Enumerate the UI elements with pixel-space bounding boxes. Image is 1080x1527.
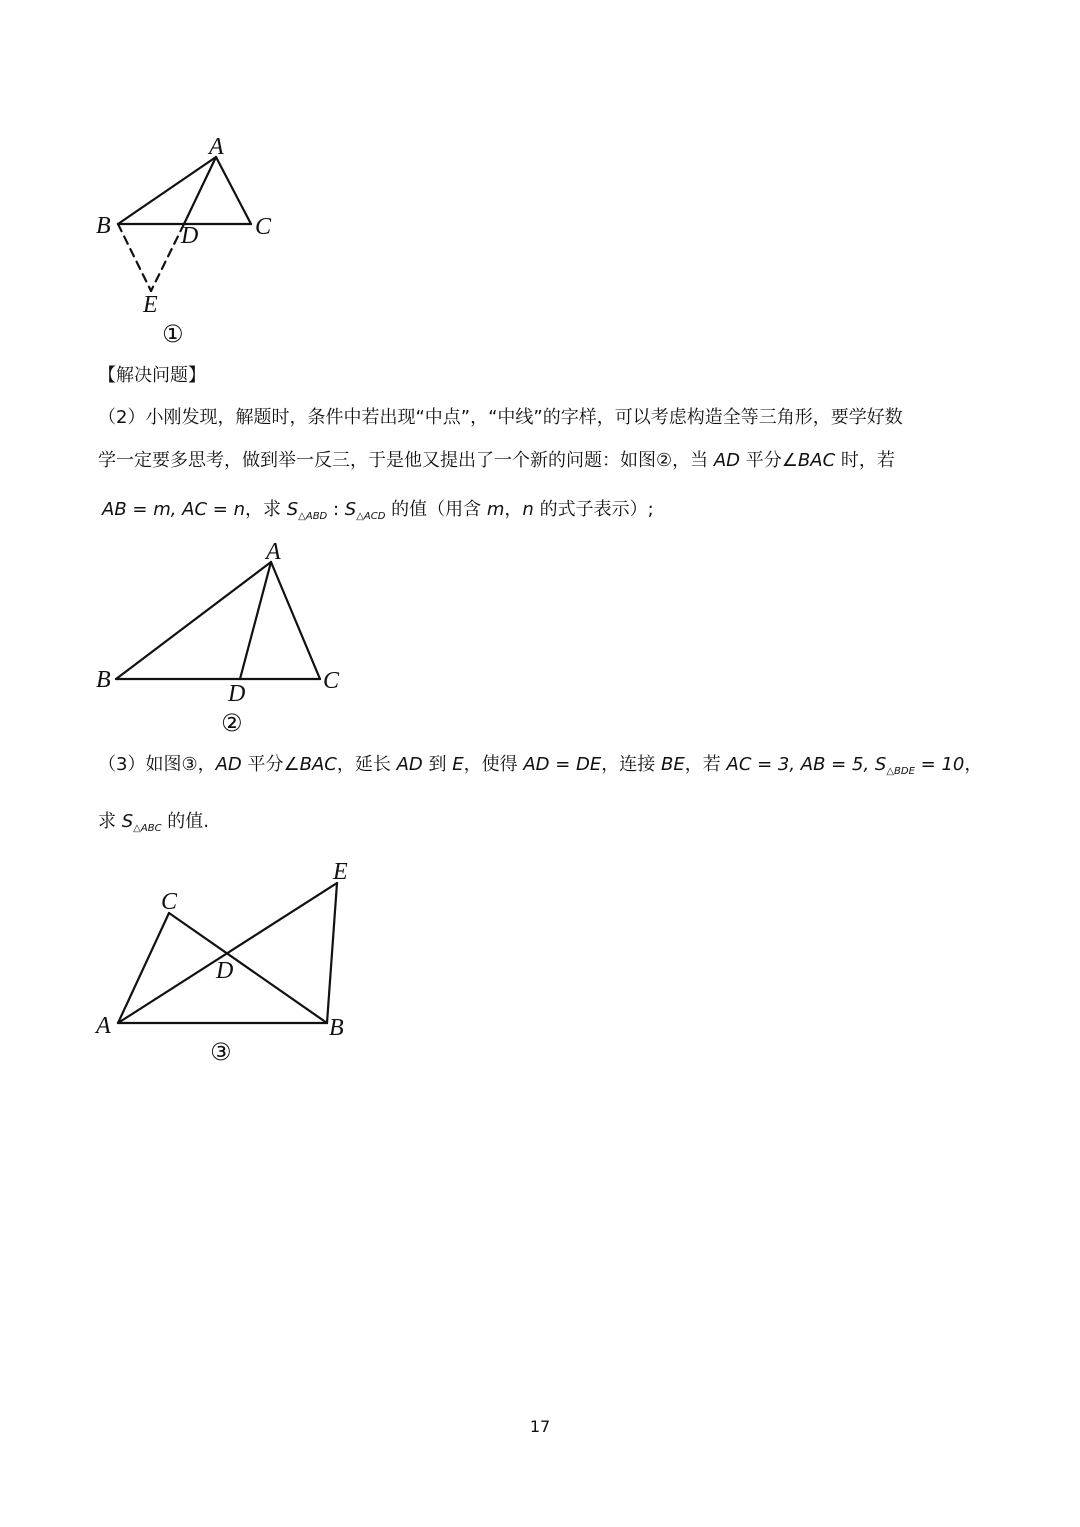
math-ad: AD: [215, 754, 242, 775]
segment-cb: [169, 913, 327, 1023]
label-b: B: [96, 213, 111, 239]
text: （3）如图③，: [98, 754, 216, 775]
text: 求: [98, 811, 122, 832]
math-s: S: [286, 499, 299, 520]
segment-be-dashed: [118, 224, 151, 291]
figure-2: [90, 535, 360, 740]
text: 的值（用含: [385, 499, 487, 520]
text: 平分∠: [241, 754, 300, 775]
math-ac-ab: AC = 3, AB = 5,: [726, 754, 870, 775]
label-c: C: [323, 668, 340, 694]
math-bac: BAC: [299, 754, 337, 775]
q2-line-1: （2）小刚发现，解题时，条件中若出现“中点”，“中线”的字样，可以考虑构造全等三角形，要学好数: [98, 407, 903, 428]
segment-ab: [116, 562, 271, 679]
page-number: 17: [529, 1417, 551, 1436]
label-c: C: [255, 214, 272, 240]
label-d: D: [228, 681, 246, 707]
text: 的式子表示）;: [533, 499, 654, 520]
math-bac: BAC: [797, 450, 836, 471]
math-n: n: [522, 499, 534, 520]
subscript-abc: △ABC: [133, 823, 162, 834]
text: 平分∠: [740, 450, 798, 471]
text: ，连接: [601, 754, 662, 775]
math-s: S: [121, 811, 134, 832]
label-a: A: [209, 134, 224, 160]
math-be: BE: [661, 754, 685, 775]
label-b: B: [329, 1015, 344, 1041]
text: ，使得: [463, 754, 524, 775]
math-s: S: [344, 499, 357, 520]
math-m: m: [486, 499, 505, 520]
label-c: C: [161, 889, 178, 915]
math-ad: AD: [713, 450, 741, 471]
segment-ad: [240, 562, 271, 679]
text: 到: [422, 754, 453, 775]
subscript-acd: △ACD: [356, 511, 386, 522]
label-d: D: [216, 958, 234, 984]
figure-1-caption: ①: [162, 320, 184, 348]
figure-3-caption: ③: [210, 1038, 232, 1066]
segment-be: [327, 883, 337, 1023]
label-d: D: [181, 223, 199, 249]
segment-ab: [118, 157, 216, 224]
figure-2-caption: ②: [221, 709, 243, 737]
segment-ac: [216, 157, 251, 224]
subscript-abd: △ABD: [298, 511, 328, 522]
segment-ac: [271, 562, 320, 679]
segment-de-dashed: [151, 224, 184, 291]
text: 时，若: [835, 450, 895, 471]
subscript-bde: △BDE: [886, 766, 915, 777]
math-ad-de: AD = DE: [523, 754, 602, 775]
math-eq-10: = 10: [914, 754, 965, 775]
math-e: E: [452, 754, 464, 775]
q2-line-3: [102, 501, 654, 522]
figure-3: [90, 850, 370, 1070]
label-e: E: [143, 292, 158, 318]
section-heading: 【解决问题】: [98, 365, 206, 386]
figure-1: [90, 130, 290, 355]
text: ，若: [684, 754, 727, 775]
q3-line-2: [98, 813, 209, 834]
q3-line-1: [98, 756, 982, 777]
text: ，: [964, 754, 983, 775]
label-e: E: [333, 859, 348, 885]
text: ，延长: [336, 754, 397, 775]
q2-line-2: [98, 452, 895, 470]
text: ，: [504, 499, 523, 520]
math-ad: AD: [396, 754, 423, 775]
label-b: B: [96, 667, 111, 693]
text: 的值.: [161, 811, 209, 832]
math-s: S: [874, 754, 887, 775]
colon: :: [327, 499, 345, 520]
math-ab-ac: AB = m, AC = n: [102, 499, 245, 520]
text: ，求: [244, 499, 287, 520]
label-a: A: [96, 1013, 111, 1039]
label-a: A: [266, 539, 281, 565]
text: 学一定要多思考，做到举一反三，于是他又提出了一个新的问题：如图②，当: [98, 450, 714, 471]
